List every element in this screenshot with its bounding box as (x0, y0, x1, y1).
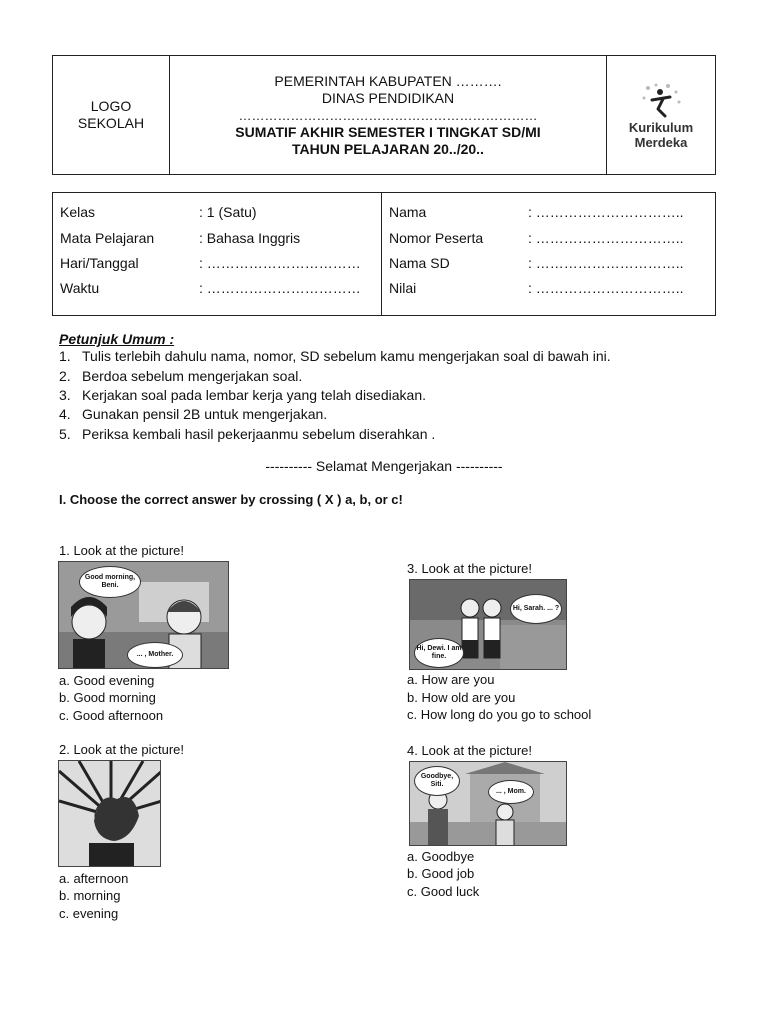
info-value: : Bahasa Inggris (199, 230, 301, 246)
question-4-option-c: c. Good luck (407, 884, 480, 899)
instructions-title: Petunjuk Umum : (59, 331, 175, 347)
km-line1: Kurikulum (628, 120, 694, 135)
instruction-num: 2. (59, 368, 71, 384)
speech-bubble: ... , Mother. (127, 642, 183, 668)
speech-bubble: Good morning, Beni. (79, 566, 141, 598)
question-1-picture (58, 561, 229, 669)
question-3-option-a: a. How are you (407, 672, 495, 687)
info-value: : …………………………… (199, 280, 361, 296)
gov-line: PEMERINTAH KABUPATEN ………. (274, 72, 502, 89)
info-value: : ………………………….. (528, 280, 684, 296)
instruction-item: Periksa kembali hasil pekerjaanmu sebelum diserahkan . (82, 426, 436, 442)
question-2-prompt: 2. Look at the picture! (59, 742, 185, 757)
header-title-block (170, 56, 607, 174)
speech-bubble: Goodbye, Siti. (414, 766, 460, 796)
question-4-prompt: 4. Look at the picture! (407, 743, 533, 758)
question-3-picture (409, 579, 567, 670)
question-2-option-c: c. evening (59, 906, 119, 921)
km-line2: Merdeka (634, 135, 688, 150)
info-value: : 1 (Satu) (199, 204, 257, 220)
question-1-option-c: c. Good afternoon (59, 708, 164, 723)
student-info-table (52, 192, 716, 316)
instruction-item: Tulis terlebih dahulu nama, nomor, SD sebelum kamu mengerjakan soal di bawah ini. (82, 348, 611, 364)
question-2-option-a: a. afternoon (59, 871, 129, 886)
info-right-column (382, 193, 715, 315)
instruction-num: 1. (59, 348, 71, 364)
logo-line2: SEKOLAH (77, 115, 145, 131)
info-label: Nomor Peserta (389, 230, 484, 246)
question-3-prompt: 3. Look at the picture! (407, 561, 533, 576)
school-logo-placeholder (53, 56, 170, 174)
info-label: Nama SD (389, 255, 450, 271)
question-4-picture (409, 761, 567, 846)
header-box (52, 55, 716, 175)
section-title: I. Choose the correct answer by crossing ( X ) a, b, or c! (59, 492, 403, 507)
info-label: Nilai (389, 280, 417, 296)
dots-line: …………………………………………………………… (238, 107, 538, 123)
greeting: ---------- Selamat Mengerjakan ---------- (265, 458, 503, 474)
question-2-picture (58, 760, 161, 867)
question-4-option-a: a. Goodbye (407, 849, 475, 864)
info-label: Kelas (60, 204, 96, 220)
speech-bubble: Hi, Dewi. I am fine. (414, 638, 464, 668)
instruction-item: Gunakan pensil 2B untuk mengerjakan. (82, 406, 328, 422)
info-left-column (53, 193, 382, 315)
question-1-option-a: a. Good evening (59, 673, 155, 688)
info-value: : ………………………….. (528, 255, 684, 271)
info-label: Mata Pelajaran (60, 230, 155, 246)
speech-bubble: Hi, Sarah. ... ? (510, 594, 562, 624)
info-value: : …………………………… (199, 255, 361, 271)
info-value: : ………………………….. (528, 204, 684, 220)
question-2-option-b: b. morning (59, 888, 121, 903)
info-label: Nama (389, 204, 427, 220)
year-line: TAHUN PELAJARAN 20../20.. (292, 140, 484, 157)
question-1-prompt: 1. Look at the picture! (59, 543, 185, 558)
rooster-sunrise-illustration (59, 761, 161, 867)
question-1-option-b: b. Good morning (59, 690, 156, 705)
info-label: Waktu (60, 280, 100, 296)
question-4-option-b: b. Good job (407, 866, 475, 881)
kurikulum-merdeka-icon (638, 80, 684, 120)
instruction-num: 5. (59, 426, 71, 442)
question-3-option-c: c. How long do you go to school (407, 707, 592, 722)
dept-line: DINAS PENDIDIKAN (321, 89, 455, 106)
speech-bubble: ... , Mom. (488, 780, 534, 804)
exam-line: SUMATIF AKHIR SEMESTER I TINGKAT SD/MI (235, 123, 541, 140)
logo-line1: LOGO (90, 98, 132, 114)
instruction-item: Berdoa sebelum mengerjakan soal. (82, 368, 303, 384)
instruction-item: Kerjakan soal pada lembar kerja yang telah disediakan. (82, 387, 426, 403)
info-label: Hari/Tanggal (60, 255, 139, 271)
instruction-num: 4. (59, 406, 71, 422)
question-3-option-b: b. How old are you (407, 690, 516, 705)
info-value: : ………………………….. (528, 230, 684, 246)
instruction-num: 3. (59, 387, 71, 403)
kurikulum-merdeka-logo (607, 56, 715, 174)
